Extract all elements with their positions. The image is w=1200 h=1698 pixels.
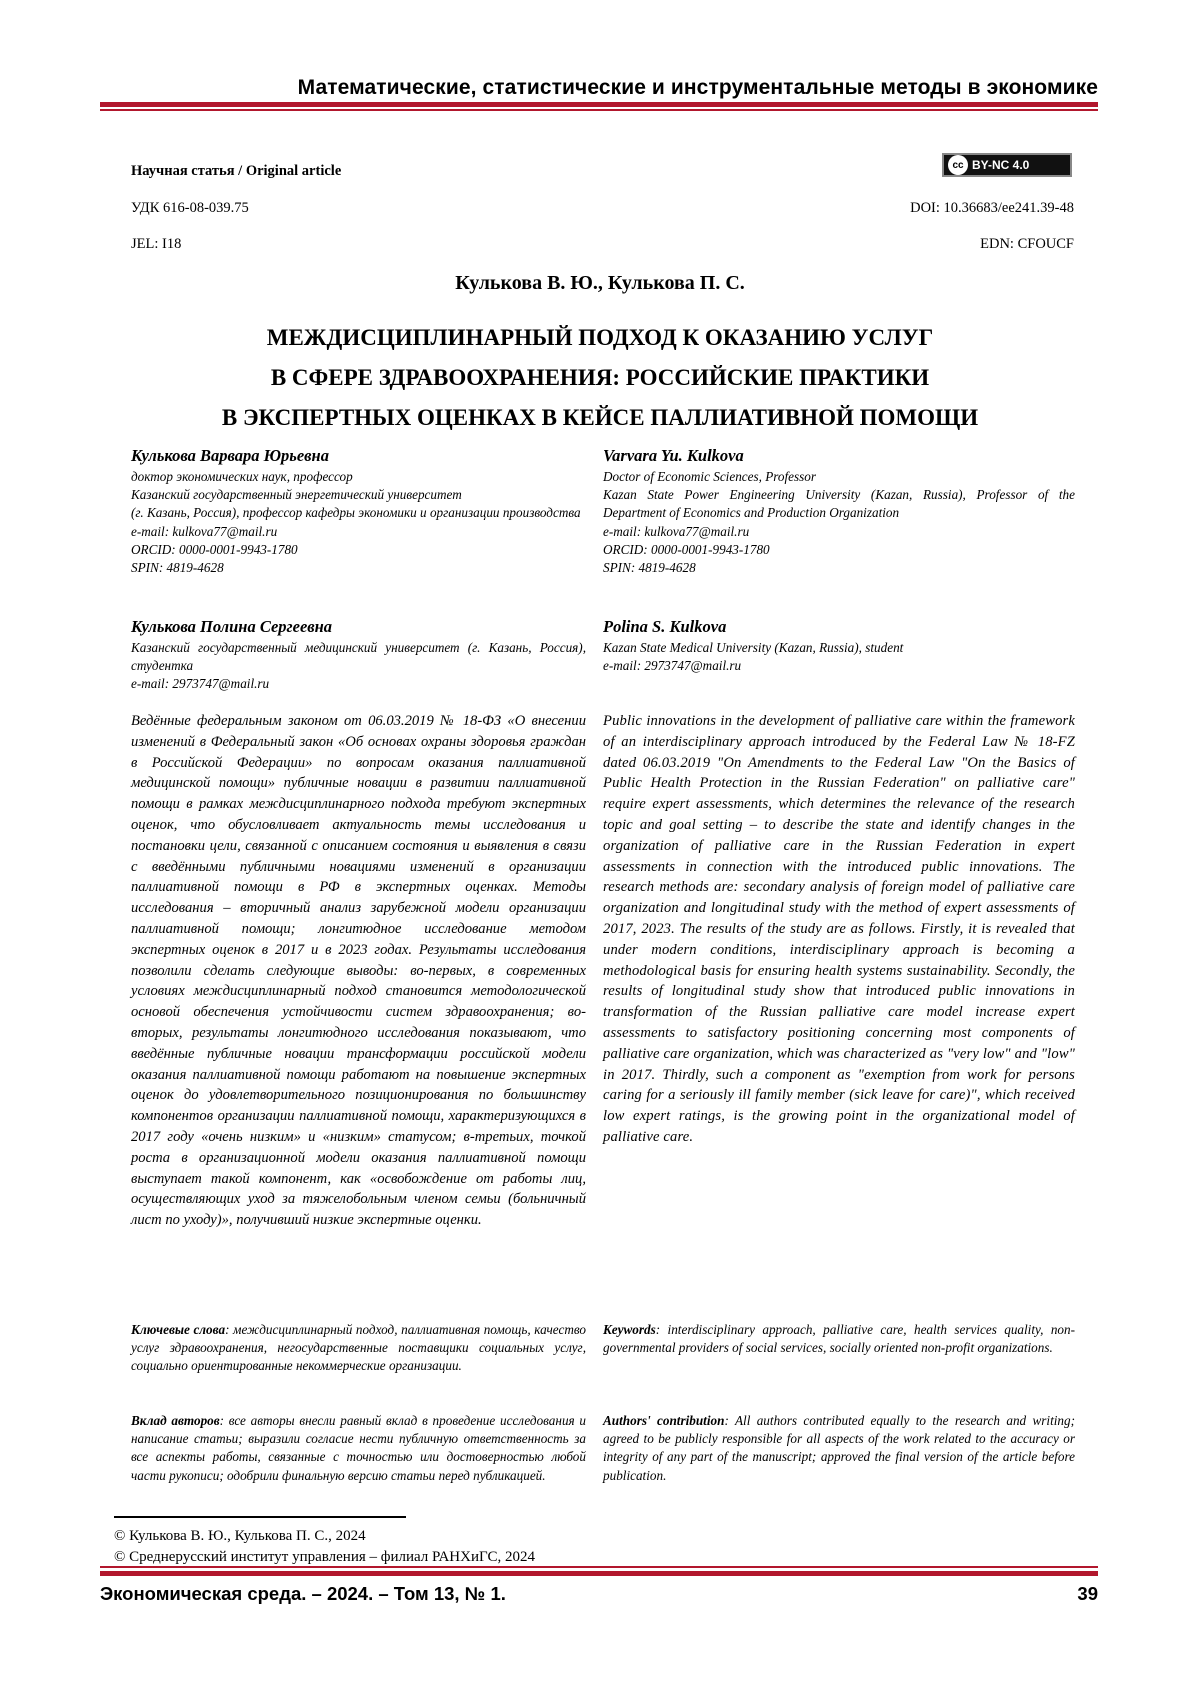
title-line: В ЭКСПЕРТНЫХ ОЦЕНКАХ В КЕЙСЕ ПАЛЛИАТИВНОЙ ПОМОЩИ (100, 398, 1100, 438)
author-spin: SPIN: 4819-4628 (603, 559, 1075, 577)
author2-en (603, 617, 1075, 675)
author-affiliation: Kazan State Medical University (Kazan, Russia), student (603, 639, 1075, 657)
cc-logo-icon: cc (948, 155, 968, 175)
footer (100, 1583, 1098, 1605)
author-name: Кулькова Полина Сергеевна (131, 617, 586, 637)
header-rule-thick (100, 102, 1098, 107)
keywords-en (603, 1321, 1075, 1357)
author-orcid: ORCID: 0000-0001-9943-1780 (603, 541, 1075, 559)
contribution-en (603, 1412, 1075, 1485)
author-email[interactable]: e-mail: 2973747@mail.ru (603, 657, 1075, 675)
author-affiliation: Казанский государственный энергетический университет (131, 486, 586, 504)
author-name: Кулькова Варвара Юрьевна (131, 446, 586, 466)
footnote-divider (114, 1516, 406, 1518)
copyright (114, 1526, 535, 1568)
author-affiliation: Kazan State Power Engineering University (Kazan, Russia), Professor of the Department of Economics and Production Organization (603, 486, 1075, 522)
author-degree: Doctor of Economic Sciences, Professor (603, 468, 1075, 486)
author2-ru (131, 617, 586, 694)
keywords-label: Ключевые слова (131, 1322, 225, 1337)
title-line: В СФЕРЕ ЗДРАВООХРАНЕНИЯ: РОССИЙСКИЕ ПРАКТИКИ (100, 358, 1100, 398)
doi[interactable]: DOI: 10.36683/ee241.39-48 (910, 200, 1074, 217)
author-email[interactable]: e-mail: 2973747@mail.ru (131, 675, 586, 693)
udc: УДК 616-08-039.75 (131, 200, 249, 217)
footer-rule-thick (100, 1571, 1098, 1576)
author-affiliation: Казанский государственный медицинский университет (г. Казань, Россия), студентка (131, 639, 586, 675)
keywords-text: : interdisciplinary approach, palliative care, health services quality, non-governmental providers of social services, socially oriented non-profit organizations. (603, 1322, 1075, 1355)
author-orcid: ORCID: 0000-0001-9943-1780 (131, 541, 586, 559)
author-email[interactable]: e-mail: kulkova77@mail.ru (131, 523, 586, 541)
header-rule-thin (100, 109, 1098, 111)
edn: EDN: CFOUCF (980, 236, 1074, 253)
title-line: МЕЖДИСЦИПЛИНАРНЫЙ ПОДХОД К ОКАЗАНИЮ УСЛУГ (100, 318, 1100, 358)
journal-section-title: Математические, статистические и инструментальные методы в экономике (100, 76, 1098, 100)
footer-journal: Экономическая среда. – 2024. – Том 13, № 1. (100, 1583, 506, 1604)
abstract-ru: Ведённые федеральным законом от 06.03.2019 № 18-ФЗ «О внесении изменений в Федеральный закон «Об основах охраны здоровья граждан в Российской Федерации» по вопросам оказания паллиативной медицинской помощи» публичные новации в развитии паллиативной помощи в рамках междисциплинарного подхода требуют экспертных оценок, что обусловливает актуальность темы исследования и постановки цели, связанной с описанием состояния и выявления в связи с введёнными публичными новациями изменений в организации паллиативной помощи в РФ в экспертных оценках. Методы исследования – вторичный анализ зарубежной модели организации паллиативной помощи; лонгитюдное исследование методом экспертных оценок в 2017 и в 2023 годах. Результаты исследования позволили сделать следующие выводы: во-первых, в современных условиях междисциплинарный подход становится методологической основой обеспечения устойчивости систем здравоохранения; во-вторых, результаты лонгитюдного исследования показывают, что введённые публичные новации трансформации российской модели оказания паллиативной помощи работают на повышение экспертных оценок до удовлетворительного позиционирования по большинству компонентов организации паллиативной помощи, характеризующихся в 2017 году «очень низким» и «низким» статусом; в-третьих, точкой роста в организационной модели оказания паллиативной помощи выступает такой компонент, как «освобождение от работы лиц, осуществляющих уход за тяжелобольным членом семьи (больничный лист по уходу)», получивший низкие экспертные оценки. (131, 711, 586, 1231)
author-position: (г. Казань, Россия), профессор кафедры экономики и организации производства (131, 504, 586, 522)
abstract-en: Public innovations in the development of palliative care within the framework of an interdisciplinary approach introduced by the Federal Law № 18-FZ dated 06.03.2019 "On Amendments to the Federal Law "On the Basics of Public Health Protection in the Russian Federation" on palliative care" require expert assessments, which determines the relevance of the research topic and goal setting – to describe the state and identify changes in the organization of palliative care in the Russian Federation in expert assessments in connection with the introduced public innovations. The research methods are: secondary analysis of foreign model of palliative care organization and longitudinal study with the method of expert assessments of 2017, 2023. The results of the study are as follows. Firstly, it is revealed that under modern conditions, interdisciplinary approach is becoming a methodological basis for ensuring health systems sustainability. Secondly, the results of longitudinal study show that introduced public innovations in transformation of the Russian palliative care model increase expert assessments to satisfactory positioning concerning most components of palliative care organization, which was characterized as "very low" and "low" in 2017. Thirdly, such a component as "exemption from work for persons caring for a seriously ill family member (sick leave for care)", which received low expert ratings, is the growing point in the organizational model of palliative care. (603, 711, 1075, 1148)
license-label: BY-NC 4.0 (972, 158, 1029, 172)
jel: JEL: I18 (131, 236, 181, 253)
author-degree: доктор экономических наук, профессор (131, 468, 586, 486)
keywords-text: : междисциплинарный подход, паллиативная помощь, качество услуг здравоохранения, негосударственные поставщики социальных услуг, социально ориентированные некоммерческие организации. (131, 1322, 586, 1373)
contribution-text: : All authors contributed equally to the research and writing; agreed to be publicly responsible for all aspects of the work related to the accuracy or integrity of any part of the manuscript; approved the final version of the article before publication. (603, 1413, 1075, 1483)
author-email[interactable]: e-mail: kulkova77@mail.ru (603, 523, 1075, 541)
contribution-ru (131, 1412, 586, 1485)
copyright-authors: © Кулькова В. Ю., Кулькова П. С., 2024 (114, 1526, 535, 1547)
contribution-label: Authors' contribution (603, 1413, 724, 1428)
contribution-text: : все авторы внесли равный вклад в проведение исследования и написание статьи; выразили согласие нести публичную ответственность за все аспекты работы, связанные с точностью или достоверностью любой части рукописи; одобрили финальную версию статьи перед публикацией. (131, 1413, 586, 1483)
contribution-label: Вклад авторов (131, 1413, 220, 1428)
article-type: Научная статья / Original article (131, 163, 341, 180)
author-spin: SPIN: 4819-4628 (131, 559, 586, 577)
footer-rule-thin (100, 1566, 1098, 1568)
author-name: Varvara Yu. Kulkova (603, 446, 1075, 466)
article-title (100, 318, 1100, 438)
keywords-label: Keywords (603, 1322, 656, 1337)
keywords-ru (131, 1321, 586, 1376)
copyright-publisher: © Среднерусский институт управления – филиал РАНХиГС, 2024 (114, 1547, 535, 1568)
author1-en (603, 446, 1075, 577)
license-badge[interactable] (942, 153, 1072, 177)
author1-ru (131, 446, 586, 577)
author-name: Polina S. Kulkova (603, 617, 1075, 637)
page-number: 39 (1077, 1583, 1098, 1605)
authors-line: Кулькова В. Ю., Кулькова П. С. (0, 272, 1200, 295)
